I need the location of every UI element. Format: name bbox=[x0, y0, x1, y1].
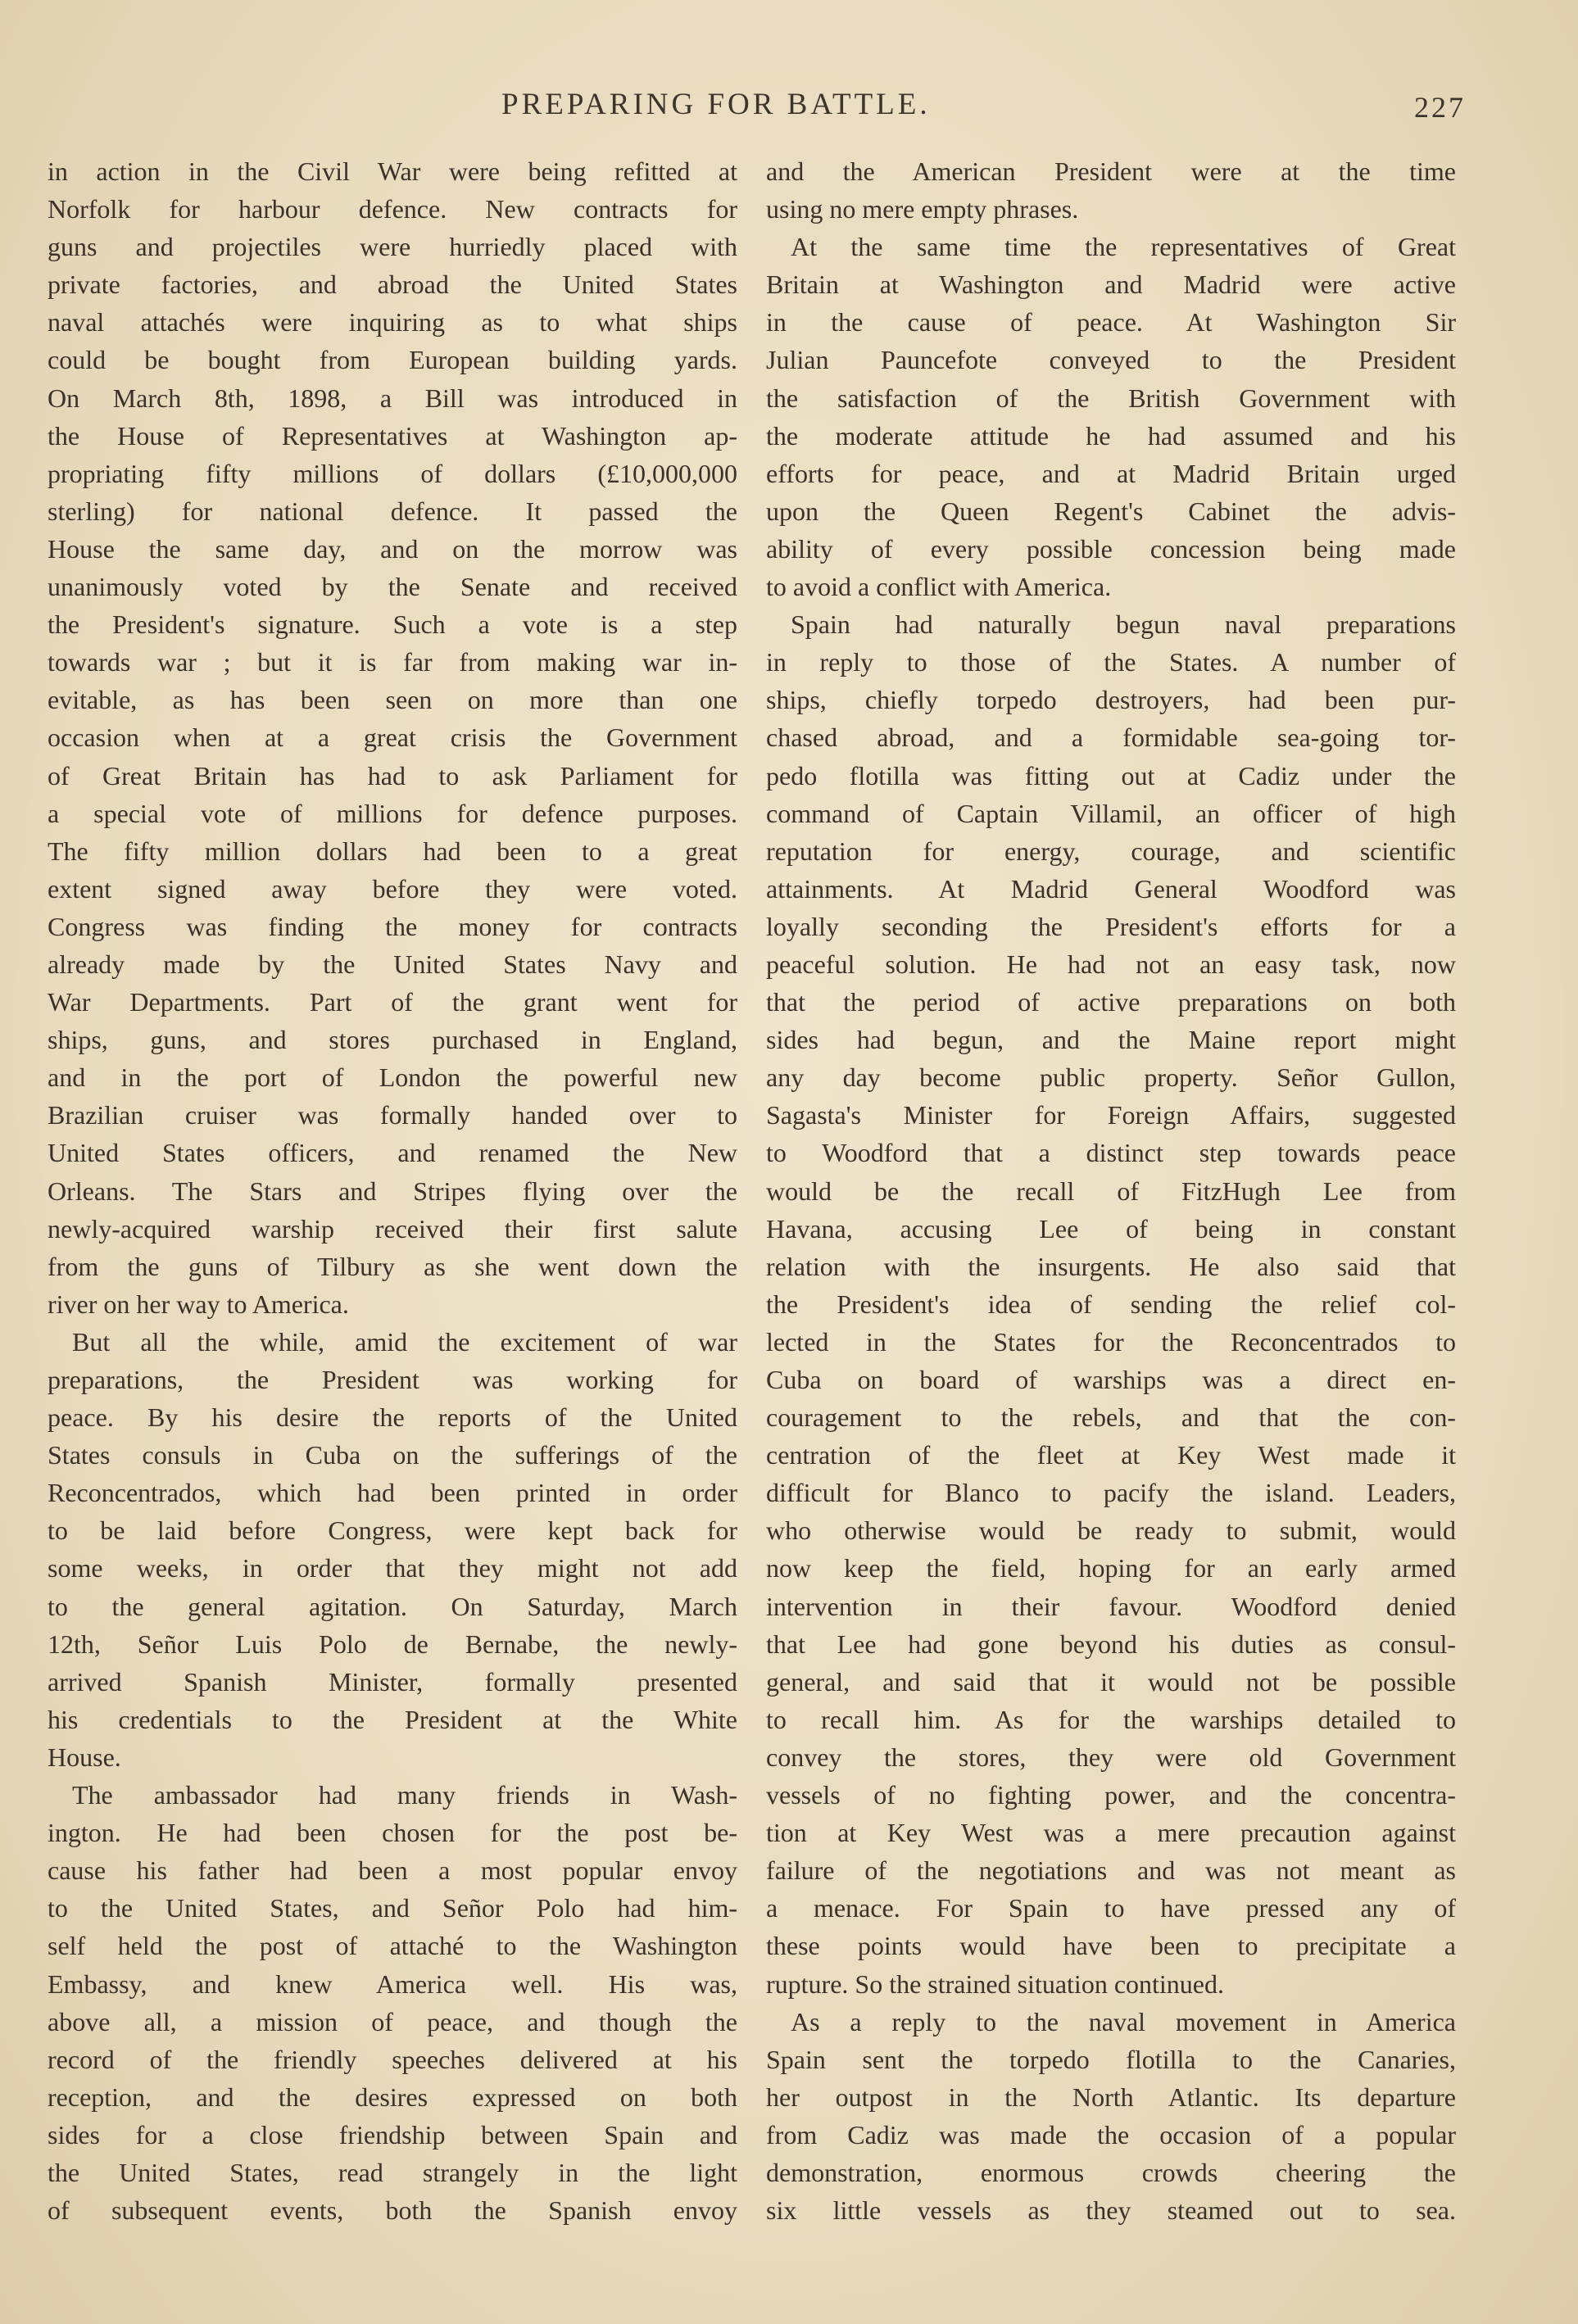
text-line: to Woodford that a distinct step towards peace bbox=[766, 1138, 1456, 1168]
text-line: of subsequent events, both the Spanish envoy bbox=[48, 2195, 737, 2226]
text-line: command of Captain Villamil, an officer of high bbox=[766, 798, 1456, 828]
text-line: to the general agitation. On Saturday, March bbox=[48, 1591, 737, 1621]
text-line: The fifty million dollars had been to a great bbox=[48, 836, 737, 866]
text-line: ships, guns, and stores purchased in England, bbox=[48, 1025, 737, 1055]
text-line: ington. He had been chosen for the post be- bbox=[48, 1818, 737, 1848]
text-line: Embassy, and knew America well. His was, bbox=[48, 1968, 737, 1999]
text-line: Cuba on board of warships was a direct en- bbox=[766, 1365, 1456, 1394]
text-line: sterling) for national defence. It passed the bbox=[48, 496, 737, 526]
text-line: difficult for Blanco to pacify the island. Leaders, bbox=[766, 1478, 1456, 1508]
text-line: to avoid a conflict with America. bbox=[766, 572, 1112, 602]
text-line: the House of Representatives at Washington ap- bbox=[48, 420, 737, 451]
text-line: peace. By his desire the reports of the United bbox=[48, 1402, 737, 1433]
text-line: United States officers, and renamed the New bbox=[48, 1138, 737, 1168]
text-line: reputation for energy, courage, and scientific bbox=[766, 836, 1456, 866]
running-head: PREPARING FOR BATTLE. bbox=[501, 88, 931, 121]
text-line: towards war ; but it is far from making war in- bbox=[48, 647, 737, 677]
text-line: ships, chiefly torpedo destroyers, had been pur- bbox=[766, 685, 1456, 715]
text-line: a special vote of millions for defence purposes. bbox=[48, 798, 737, 828]
text-line: 12th, Señor Luis Polo de Bernabe, the newly- bbox=[48, 1629, 737, 1659]
text-line: upon the Queen Regent's Cabinet the advis- bbox=[766, 496, 1456, 526]
text-line: Britain at Washington and Madrid were active bbox=[766, 270, 1456, 300]
text-line: to the United States, and Señor Polo had him- bbox=[48, 1893, 737, 1923]
text-line: loyally seconding the President's efforts for a bbox=[766, 911, 1456, 941]
text-line: record of the friendly speeches delivered at his bbox=[48, 2044, 737, 2074]
text-line: lected in the States for the Reconcentrados to bbox=[766, 1326, 1456, 1357]
text-line: evitable, as has been seen on more than one bbox=[48, 685, 737, 715]
text-line: The ambassador had many friends in Wash- bbox=[72, 1780, 737, 1810]
text-line: Congress was finding the money for contracts bbox=[48, 911, 737, 941]
text-line: general, and said that it would not be possible bbox=[766, 1666, 1456, 1697]
text-line: in the cause of peace. At Washington Sir bbox=[766, 307, 1456, 338]
right-column bbox=[766, 152, 1456, 2229]
text-line: the President's signature. Such a vote is a step bbox=[48, 609, 737, 640]
text-line: occasion when at a great crisis the Government bbox=[48, 723, 737, 753]
text-line: extent signed away before they were voted. bbox=[48, 873, 737, 904]
text-line: demonstration, enormous crowds cheering the bbox=[766, 2157, 1456, 2187]
text-line: the United States, read strangely in the light bbox=[48, 2157, 737, 2187]
text-line: who otherwise would be ready to submit, would bbox=[766, 1515, 1456, 1546]
page-number: 227 bbox=[1414, 91, 1466, 124]
text-line: that Lee had gone beyond his duties as consul- bbox=[766, 1629, 1456, 1659]
text-line: vessels of no fighting power, and the concentra- bbox=[766, 1780, 1456, 1810]
text-line: a menace. For Spain to have pressed any of bbox=[766, 1893, 1456, 1923]
text-line: the moderate attitude he had assumed and his bbox=[766, 420, 1456, 451]
text-line: unanimously voted by the Senate and received bbox=[48, 572, 737, 602]
text-line: States consuls in Cuba on the sufferings of the bbox=[48, 1440, 737, 1470]
text-line: convey the stores, they were old Government bbox=[766, 1742, 1456, 1772]
text-line: the satisfaction of the British Government with bbox=[766, 383, 1456, 413]
text-line: any day become public property. Señor Gullon, bbox=[766, 1062, 1456, 1093]
left-column bbox=[48, 152, 737, 2229]
text-line: As a reply to the naval movement in America bbox=[791, 2006, 1456, 2036]
text-line: using no mere empty phrases. bbox=[766, 194, 1079, 224]
text-line: sides for a close friendship between Spain and bbox=[48, 2119, 737, 2150]
text-line: couragement to the rebels, and that the con- bbox=[766, 1402, 1456, 1433]
text-line: preparations, the President was working for bbox=[48, 1365, 737, 1394]
text-line: ability of every possible concession being made bbox=[766, 533, 1456, 564]
text-line: cause his father had been a most popular envoy bbox=[48, 1855, 737, 1886]
text-line: tion at Key West was a mere precaution against bbox=[766, 1818, 1456, 1848]
text-line: private factories, and abroad the United States bbox=[48, 270, 737, 300]
text-line: six little vessels as they steamed out to sea. bbox=[766, 2195, 1456, 2226]
text-line: and the American President were at the time bbox=[766, 156, 1456, 186]
text-line: House the same day, and on the morrow was bbox=[48, 533, 737, 564]
text-line: rupture. So the strained situation continued. bbox=[766, 1968, 1224, 1999]
text-line: river on her way to America. bbox=[48, 1289, 349, 1319]
text-line: some weeks, in order that they might not add bbox=[48, 1553, 737, 1583]
text-line: above all, a mission of peace, and though the bbox=[48, 2006, 737, 2036]
text-line: to be laid before Congress, were kept back for bbox=[48, 1515, 737, 1546]
text-line: War Departments. Part of the grant went for bbox=[48, 987, 737, 1017]
text-line: pedo flotilla was fitting out at Cadiz under the bbox=[766, 760, 1456, 791]
text-line: naval attachés were inquiring as to what ships bbox=[48, 307, 737, 338]
text-line: attainments. At Madrid General Woodford was bbox=[766, 873, 1456, 904]
text-line: could be bought from European building yards. bbox=[48, 345, 737, 375]
text-line: Sagasta's Minister for Foreign Affairs, suggested bbox=[766, 1100, 1456, 1130]
text-line: the President's idea of sending the relief col- bbox=[766, 1289, 1456, 1319]
text-line: her outpost in the North Atlantic. Its departure bbox=[766, 2082, 1456, 2112]
text-line: in action in the Civil War were being refitted at bbox=[48, 156, 737, 186]
text-line: that the period of active preparations on both bbox=[766, 987, 1456, 1017]
text-line: would be the recall of FitzHugh Lee from bbox=[766, 1176, 1456, 1206]
text-line: Orleans. The Stars and Stripes flying over the bbox=[48, 1176, 737, 1206]
text-line: in reply to those of the States. A number of bbox=[766, 647, 1456, 677]
text-line: On March 8th, 1898, a Bill was introduced in bbox=[48, 383, 737, 413]
text-line: of Great Britain has had to ask Parliament for bbox=[48, 760, 737, 791]
page-header bbox=[0, 87, 1578, 136]
text-line: and in the port of London the powerful new bbox=[48, 1062, 737, 1093]
text-line: already made by the United States Navy and bbox=[48, 949, 737, 979]
text-line: Spain sent the torpedo flotilla to the Canaries, bbox=[766, 2044, 1456, 2074]
text-line: newly-acquired warship received their first salute bbox=[48, 1213, 737, 1244]
text-line: Havana, accusing Lee of being in constant bbox=[766, 1213, 1456, 1244]
text-line: from Cadiz was made the occasion of a popular bbox=[766, 2119, 1456, 2150]
text-line: House. bbox=[48, 1742, 121, 1772]
text-line: his credentials to the President at the White bbox=[48, 1704, 737, 1734]
text-line: arrived Spanish Minister, formally presented bbox=[48, 1666, 737, 1697]
text-line: relation with the insurgents. He also said that bbox=[766, 1251, 1456, 1281]
text-line: self held the post of attaché to the Washington bbox=[48, 1931, 737, 1961]
text-line: Spain had naturally begun naval preparations bbox=[791, 609, 1456, 640]
text-line: Reconcentrados, which had been printed in order bbox=[48, 1478, 737, 1508]
text-line: propriating fifty millions of dollars (£10,000,000 bbox=[48, 458, 737, 488]
text-line: to recall him. As for the warships detailed to bbox=[766, 1704, 1456, 1734]
text-line: centration of the fleet at Key West made it bbox=[766, 1440, 1456, 1470]
text-line: But all the while, amid the excitement of war bbox=[72, 1326, 737, 1357]
text-line: Julian Pauncefote conveyed to the President bbox=[766, 345, 1456, 375]
text-line: Brazilian cruiser was formally handed over to bbox=[48, 1100, 737, 1130]
text-line: failure of the negotiations and was not meant as bbox=[766, 1855, 1456, 1886]
text-line: now keep the field, hoping for an early armed bbox=[766, 1553, 1456, 1583]
text-line: reception, and the desires expressed on both bbox=[48, 2082, 737, 2112]
text-line: intervention in their favour. Woodford denied bbox=[766, 1591, 1456, 1621]
text-line: sides had begun, and the Maine report might bbox=[766, 1025, 1456, 1055]
text-line: efforts for peace, and at Madrid Britain urged bbox=[766, 458, 1456, 488]
text-line: chased abroad, and a formidable sea-going tor- bbox=[766, 723, 1456, 753]
text-line: peaceful solution. He had not an easy task, now bbox=[766, 949, 1456, 979]
text-line: Norfolk for harbour defence. New contracts for bbox=[48, 194, 737, 224]
text-line: guns and projectiles were hurriedly placed with bbox=[48, 232, 737, 262]
text-line: these points would have been to precipitate a bbox=[766, 1931, 1456, 1961]
text-line: At the same time the representatives of Great bbox=[791, 232, 1456, 262]
text-line: from the guns of Tilbury as she went down the bbox=[48, 1251, 737, 1281]
